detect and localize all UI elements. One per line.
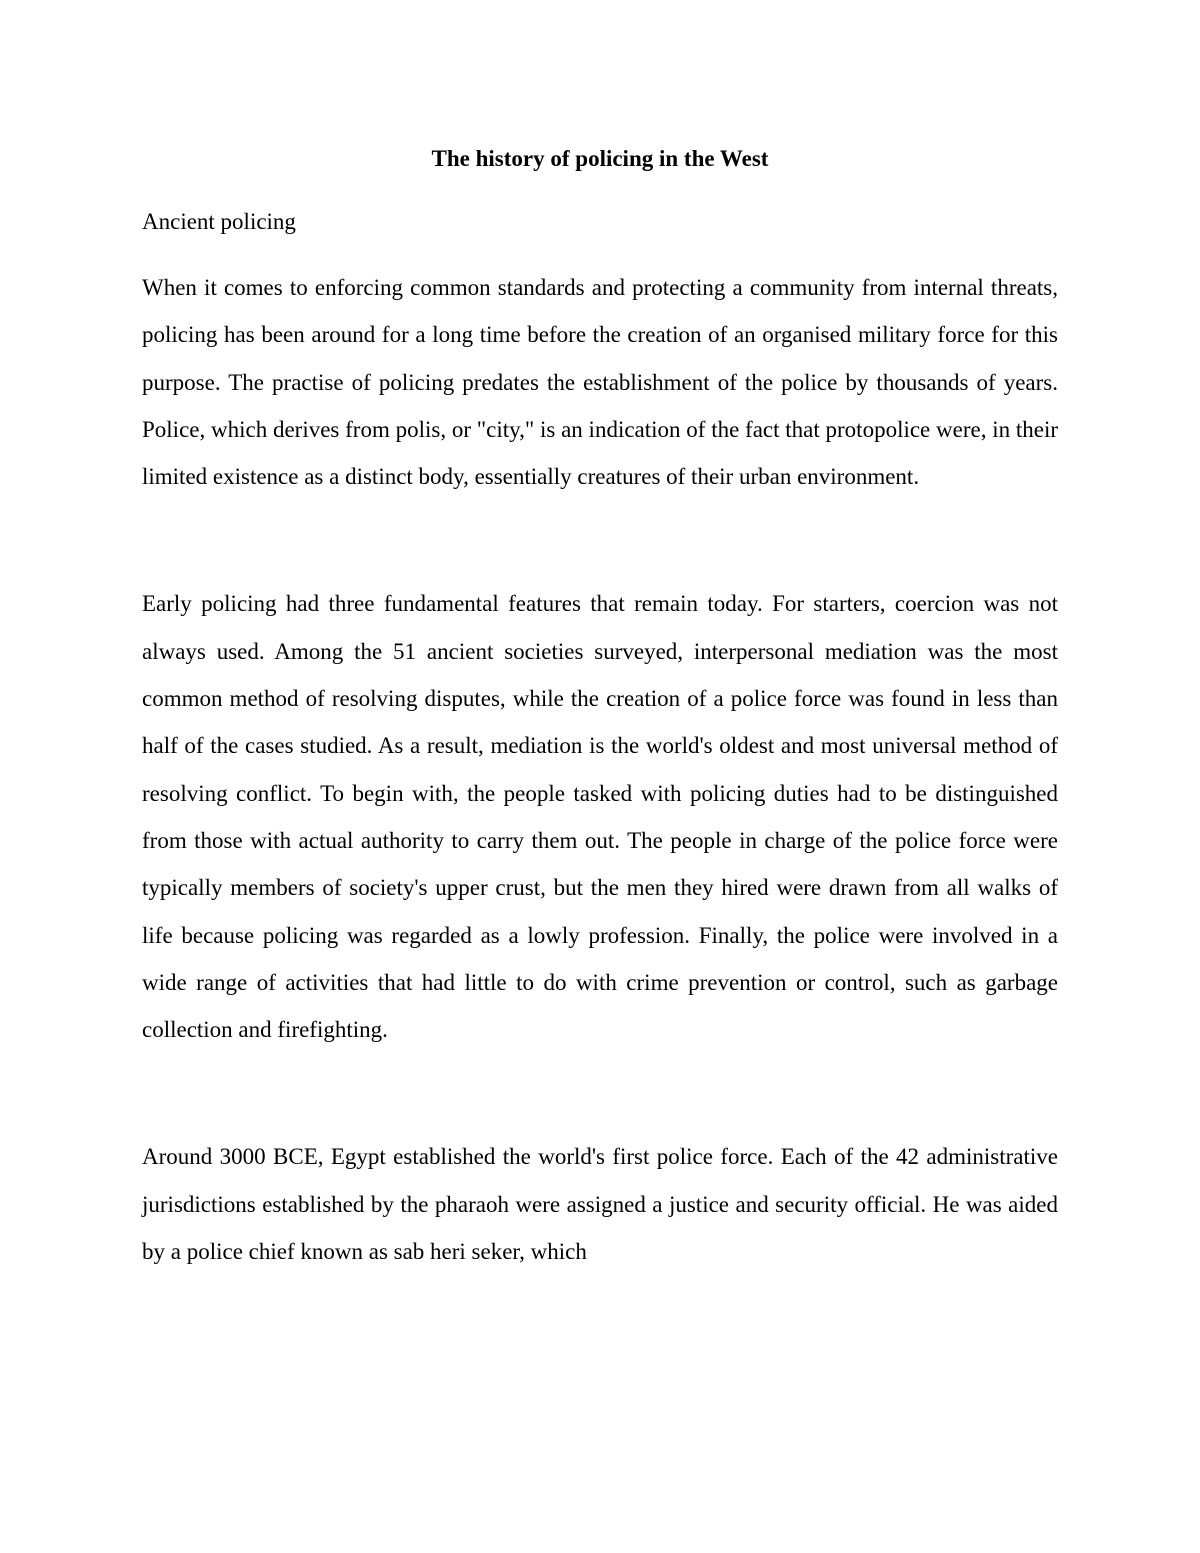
paragraph-ancient-policing-intro: When it comes to enforcing common standards and protecting a community from internal threats, policing has been around for a long time before the creation of an organised military force for this purpose. The practise of policing predates the establishment of the police by thousands of years. Police, which derives from polis, or "city," is an indication of the fact that protopolice were, in their limited existence as a distinct body, essentially creatures of their urban environment.	[142, 275, 1058, 490]
section-heading: Ancient policing	[142, 209, 296, 234]
paragraph-early-policing-features: Early policing had three fundamental features that remain today. For starters, coercion was not always used. Among the 51 ancient societies surveyed, interpersonal mediation was the most common method of resolving disputes, while the creation of a police force was found in less than half of the cases studied. As a result, mediation is the world's oldest and most universal method of resolving conflict. To begin with, the people tasked with policing duties had to be distinguished from those with actual authority to carry them out. The people in charge of the police force were typically members of society's upper crust, but the men they hired were drawn from all walks of life because policing was regarded as a lowly profession. Finally, the police were involved in a wide range of activities that had little to do with crime prevention or control, such as garbage collection and firefighting.	[142, 591, 1058, 1043]
document-body	[142, 139, 1058, 1275]
paragraph-egypt-police-force: Around 3000 BCE, Egypt established the world's first police force. Each of the 42 administrative jurisdictions established by the pharaoh were assigned a justice and security official. He was aided by a police chief known as sab heri seker, which	[142, 1144, 1058, 1265]
document-title: The history of policing in the West	[431, 146, 769, 171]
